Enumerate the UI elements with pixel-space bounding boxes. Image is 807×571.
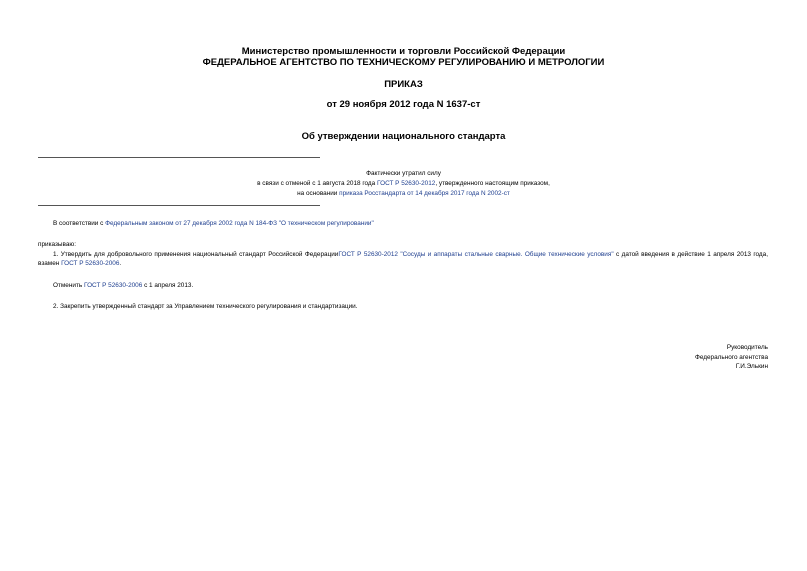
cancel-prefix: Отменить bbox=[53, 282, 84, 289]
gost-2012-link[interactable]: ГОСТ Р 52630-2012 bbox=[377, 180, 436, 187]
signature-block bbox=[695, 343, 768, 372]
signature-name: Г.И.Элькин bbox=[735, 363, 768, 370]
signature-organization: Федерального агентства bbox=[694, 353, 768, 361]
rosstandart-order-link[interactable]: приказа Росстандарта от 14 декабря 2017 года N 2002-ст bbox=[339, 190, 510, 197]
gost-2012-standard-link[interactable]: ГОСТ Р 52630-2012 "Сосуды и аппараты стальные сварные. Общие технические условия" bbox=[338, 251, 614, 258]
document-date-number: от 29 ноября 2012 года N 1637-ст bbox=[326, 99, 481, 110]
document-type: ПРИКАЗ bbox=[384, 79, 423, 90]
federal-law-link[interactable]: Федеральным законом от 27 декабря 2002 года N 184-ФЗ "О техническом регулировании" bbox=[105, 220, 374, 227]
gost-2006-cancel-link[interactable]: ГОСТ Р 52630-2006 bbox=[83, 282, 143, 289]
status-note-line1: Фактически утратил силу bbox=[366, 170, 441, 177]
item-1-prefix: 1. Утвердить для добровольного применения национальный стандарт Российской Федерации bbox=[53, 251, 339, 258]
document-title: Об утверждении национального стандарта bbox=[301, 131, 506, 142]
order-word: приказываю: bbox=[38, 241, 76, 248]
status-note-line2 bbox=[0, 180, 807, 188]
agency-name: ФЕДЕРАЛЬНОЕ АГЕНТСТВО ПО ТЕХНИЧЕСКОМУ РЕГУЛИРОВАНИЮ И МЕТРОЛОГИИ bbox=[202, 57, 605, 68]
signature-position: Руководитель bbox=[726, 344, 768, 351]
item-2: 2. Закрепить утвержденный стандарт за Управлением технического регулирования и стандартизации. bbox=[53, 303, 358, 310]
gost-2006-link[interactable]: ГОСТ Р 52630-2006 bbox=[61, 260, 120, 267]
preamble bbox=[53, 219, 374, 228]
top-divider bbox=[38, 157, 320, 158]
status-note-line3-prefix: на основании bbox=[297, 190, 340, 197]
ministry-name: Министерство промышленности и торговли Российской Федерации bbox=[241, 46, 566, 57]
preamble-prefix: В соответствии с bbox=[53, 220, 106, 227]
status-note-line3 bbox=[0, 190, 807, 198]
item-1-middle: с датой введения в действие 1 апреля 2013 года, взамен bbox=[38, 251, 768, 267]
cancel-paragraph bbox=[53, 281, 193, 290]
bottom-divider bbox=[38, 205, 320, 206]
item-1 bbox=[38, 250, 768, 268]
status-note-line2-prefix: в связи с отменой с 1 августа 2018 года bbox=[257, 180, 377, 187]
cancel-suffix: с 1 апреля 2013. bbox=[142, 282, 194, 289]
item-1-end: . bbox=[119, 260, 122, 267]
status-note-line2-suffix: , утвержденного настоящим приказом, bbox=[435, 180, 550, 187]
